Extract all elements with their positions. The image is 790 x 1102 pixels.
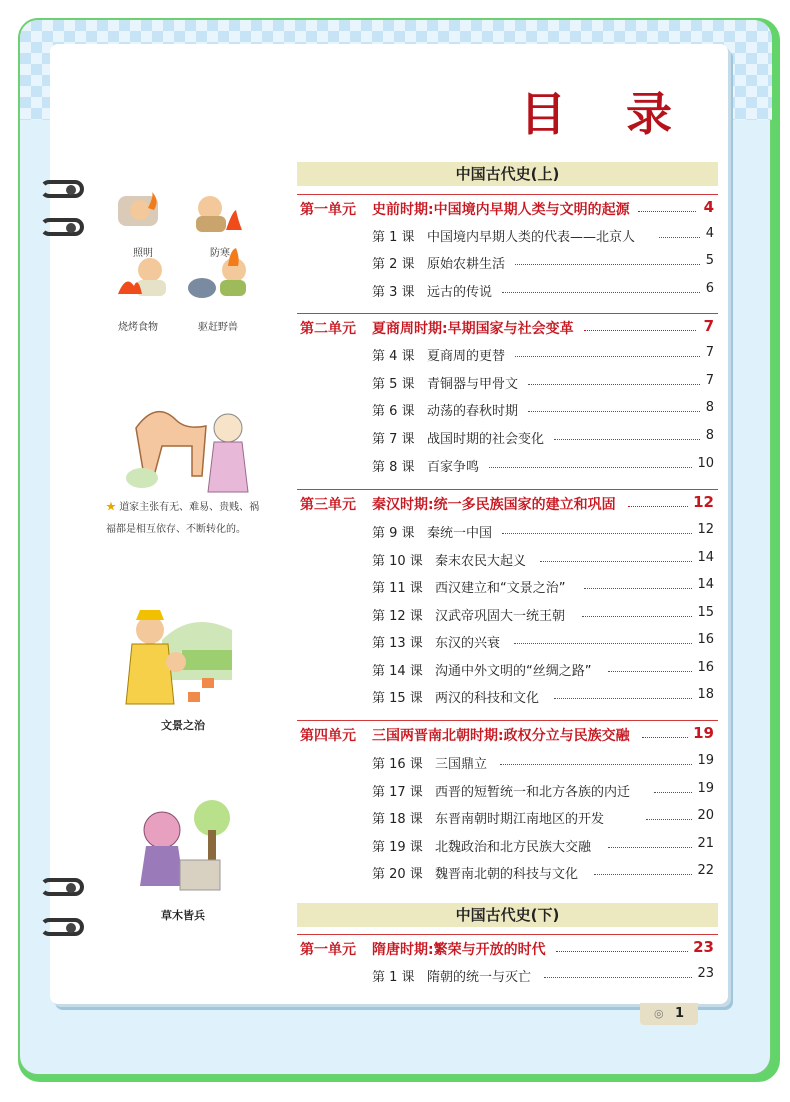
unit-title: 夏商周时期:早期国家与社会变革: [372, 321, 574, 337]
lesson-page: 7: [705, 345, 714, 360]
leader-dots: [594, 874, 692, 875]
leader-dots: [502, 533, 692, 534]
toc-lesson[interactable]: [372, 400, 714, 420]
unit-title: 隋唐时期:繁荣与开放的时代: [372, 942, 546, 958]
illustration-lighting-icon: [118, 192, 158, 226]
unit-number: 第四单元: [300, 728, 356, 744]
unit-number: 第二单元: [300, 321, 356, 337]
leader-dots: [659, 237, 700, 238]
leader-dots: [515, 264, 700, 265]
binder-ring-icon: [40, 218, 84, 236]
laozi-horse-illustration: [116, 398, 256, 498]
star-icon: ★: [106, 502, 116, 513]
lesson-page: 15: [697, 605, 714, 620]
leader-dots: [582, 616, 692, 617]
unit-title: 秦汉时期:统一多民族国家的建立和巩固: [372, 497, 616, 513]
unit-page: 12: [693, 493, 714, 511]
unit-page: 4: [703, 198, 714, 216]
lesson-page: 20: [697, 808, 714, 823]
toc-lesson[interactable]: [372, 456, 714, 476]
toc-unit-3[interactable]: [300, 494, 714, 516]
toc-lesson[interactable]: [372, 226, 714, 246]
daoist-note: [106, 497, 266, 541]
leader-dots: [584, 330, 696, 331]
leader-dots: [554, 698, 692, 699]
leader-dots: [642, 737, 688, 738]
leader-dots: [515, 356, 700, 357]
lesson-number: 第 15 课: [372, 691, 423, 706]
wenjing-illustration: [122, 600, 242, 710]
lesson-page: 4: [705, 226, 714, 241]
lesson-title: 夏商周的更替: [427, 349, 506, 364]
toc-unit-2[interactable]: [300, 318, 714, 340]
lesson-page: 23: [697, 966, 714, 981]
toc-lesson[interactable]: [372, 605, 714, 625]
lesson-title: 动荡的春秋时期: [427, 404, 519, 419]
leader-dots: [646, 819, 692, 820]
toc-unit-1[interactable]: [300, 199, 714, 221]
lesson-title: 两汉的科技和文化: [435, 691, 540, 706]
lesson-title: 汉武帝巩固大一统王朝: [435, 609, 566, 624]
lesson-title: 战国时期的社会变化: [427, 432, 545, 447]
lesson-title: 魏晋南北朝的科技与文化: [435, 867, 579, 882]
caomujiebing-illustration: [130, 790, 240, 900]
lesson-title: 青铜器与甲骨文: [427, 377, 519, 392]
lesson-number: 第 3 课: [372, 285, 415, 300]
lesson-page: 6: [705, 281, 714, 296]
lesson-page: 21: [697, 836, 714, 851]
lesson-title: 隋朝的统一与灭亡: [427, 970, 532, 985]
leader-dots: [544, 977, 692, 978]
unit-number: 第一单元: [300, 202, 356, 218]
toc-lesson[interactable]: [372, 966, 714, 986]
page-number: 1: [674, 1006, 684, 1021]
lesson-page: 8: [705, 400, 714, 415]
toc-lesson[interactable]: [372, 281, 714, 301]
toc-lesson[interactable]: [372, 781, 714, 801]
lesson-number: 第 20 课: [372, 867, 423, 882]
lesson-page: 16: [697, 632, 714, 647]
lesson-title: 东晋南朝时期江南地区的开发: [435, 812, 605, 827]
lesson-page: 12: [697, 522, 714, 537]
toc-lesson[interactable]: [372, 687, 714, 707]
lesson-page: 10: [697, 456, 714, 471]
caption-roasting: 烧烤食物: [118, 322, 158, 333]
lesson-title: 西汉建立和“文景之治”: [435, 581, 566, 596]
lesson-page: 22: [697, 863, 714, 878]
toc-unit-4[interactable]: [300, 725, 714, 747]
lesson-title: 北魏政治和北方民族大交融: [435, 840, 592, 855]
lesson-number: 第 1 课: [372, 230, 415, 245]
unit-number: 第一单元: [300, 942, 356, 958]
toc-lesson[interactable]: [372, 428, 714, 448]
page-number-tab: [640, 1003, 698, 1025]
lesson-title: 远古的传说: [427, 285, 493, 300]
lesson-number: 第 17 课: [372, 785, 423, 800]
lesson-number: 第 12 课: [372, 609, 423, 624]
lesson-number: 第 7 课: [372, 432, 415, 447]
binder-ring-icon: [40, 180, 84, 198]
lesson-page: 7: [705, 373, 714, 388]
lesson-title: 原始农耕生活: [427, 257, 506, 272]
unit-page: 19: [693, 724, 714, 742]
lesson-title: 秦末农民大起义: [435, 554, 527, 569]
lesson-number: 第 14 课: [372, 664, 423, 679]
unit-number: 第三单元: [300, 497, 356, 513]
lesson-number: 第 10 课: [372, 554, 423, 569]
caption-wenjing: 文景之治: [161, 719, 205, 732]
note-line-2: 福都是相互依存、不断转化的。: [106, 524, 246, 535]
toc-lesson[interactable]: [372, 345, 714, 365]
lesson-number: 第 5 课: [372, 377, 415, 392]
toc-lesson[interactable]: [372, 753, 714, 773]
binder-ring-icon: [40, 878, 84, 896]
lesson-title: 中国境内早期人类的代表——北京人: [427, 230, 636, 245]
caption-drive-beasts: 驱赶野兽: [198, 322, 238, 333]
lesson-title: 百家争鸣: [427, 460, 480, 475]
unit-page: 23: [693, 938, 714, 956]
toc-lesson[interactable]: [372, 522, 714, 542]
toc-lesson[interactable]: [372, 660, 714, 680]
lesson-number: 第 2 课: [372, 257, 415, 272]
caption-warmth: 防寒: [210, 248, 230, 259]
lesson-title: 三国鼎立: [435, 757, 488, 772]
lesson-title: 沟通中外文明的“丝绸之路”: [435, 664, 592, 679]
lesson-number: 第 19 课: [372, 840, 423, 855]
toc-unit-5[interactable]: [300, 939, 714, 961]
lesson-page: 5: [705, 253, 714, 268]
page-title: 目 录: [520, 87, 695, 141]
leader-dots: [556, 951, 688, 952]
lesson-title: 西晋的短暂统一和北方各族的内迁: [435, 785, 631, 800]
toc-lesson[interactable]: [372, 863, 714, 883]
leader-dots: [554, 439, 700, 440]
lesson-number: 第 13 课: [372, 636, 423, 651]
toc-lesson[interactable]: [372, 632, 714, 652]
illustration-roasting-icon: [118, 258, 166, 296]
leader-dots: [514, 643, 692, 644]
leader-dots: [628, 506, 688, 507]
leader-dots: [489, 467, 692, 468]
lesson-page: 18: [697, 687, 714, 702]
lesson-page: 16: [697, 660, 714, 675]
lesson-number: 第 1 课: [372, 970, 415, 985]
lesson-number: 第 4 课: [372, 349, 415, 364]
unit-title: 史前时期:中国境内早期人类与文明的起源: [372, 202, 630, 218]
toc-lesson[interactable]: [372, 836, 714, 856]
lesson-page: 14: [697, 550, 714, 565]
section-header-ancient-1: 中国古代史(上): [297, 162, 718, 186]
leader-dots: [608, 671, 692, 672]
leader-dots: [584, 588, 692, 589]
lesson-number: 第 6 课: [372, 404, 415, 419]
lesson-page: 19: [697, 753, 714, 768]
note-line-1: 道家主张有无、难易、贵贱、祸: [119, 502, 260, 513]
section-header-ancient-2: 中国古代史(下): [297, 903, 718, 927]
leader-dots: [500, 764, 692, 765]
toc-lesson[interactable]: [372, 808, 714, 828]
unit-title: 三国两晋南北朝时期:政权分立与民族交融: [372, 728, 630, 744]
section-divider: [297, 489, 718, 490]
leader-dots: [608, 847, 692, 848]
unit-page: 7: [703, 317, 714, 335]
section-divider: [297, 313, 718, 314]
section-divider: [297, 934, 718, 935]
lesson-number: 第 16 课: [372, 757, 423, 772]
caption-caomujiebing: 草木皆兵: [161, 909, 205, 922]
section-divider: [297, 720, 718, 721]
leader-dots: [502, 292, 700, 293]
lesson-number: 第 11 课: [372, 581, 423, 596]
lesson-page: 8: [705, 428, 714, 443]
lesson-title: 秦统一中国: [427, 526, 493, 541]
leader-dots: [654, 792, 692, 793]
lesson-number: 第 18 课: [372, 812, 423, 827]
toc-lesson[interactable]: [372, 577, 714, 597]
binder-ring-icon: [40, 918, 84, 936]
toc-lesson[interactable]: [372, 373, 714, 393]
toc-lesson[interactable]: [372, 253, 714, 273]
section-divider: [297, 194, 718, 195]
lesson-number: 第 8 课: [372, 460, 415, 475]
publisher-logo-icon: ◎: [654, 1007, 664, 1020]
lesson-number: 第 9 课: [372, 526, 415, 541]
leader-dots: [528, 411, 700, 412]
caption-lighting: 照明: [133, 248, 153, 259]
lesson-page: 19: [697, 781, 714, 796]
leader-dots: [528, 384, 700, 385]
lesson-page: 14: [697, 577, 714, 592]
lesson-title: 东汉的兴衰: [435, 636, 501, 651]
leader-dots: [638, 211, 696, 212]
toc-lesson[interactable]: [372, 550, 714, 570]
illustration-warmth-icon: [196, 196, 242, 232]
leader-dots: [540, 561, 692, 562]
